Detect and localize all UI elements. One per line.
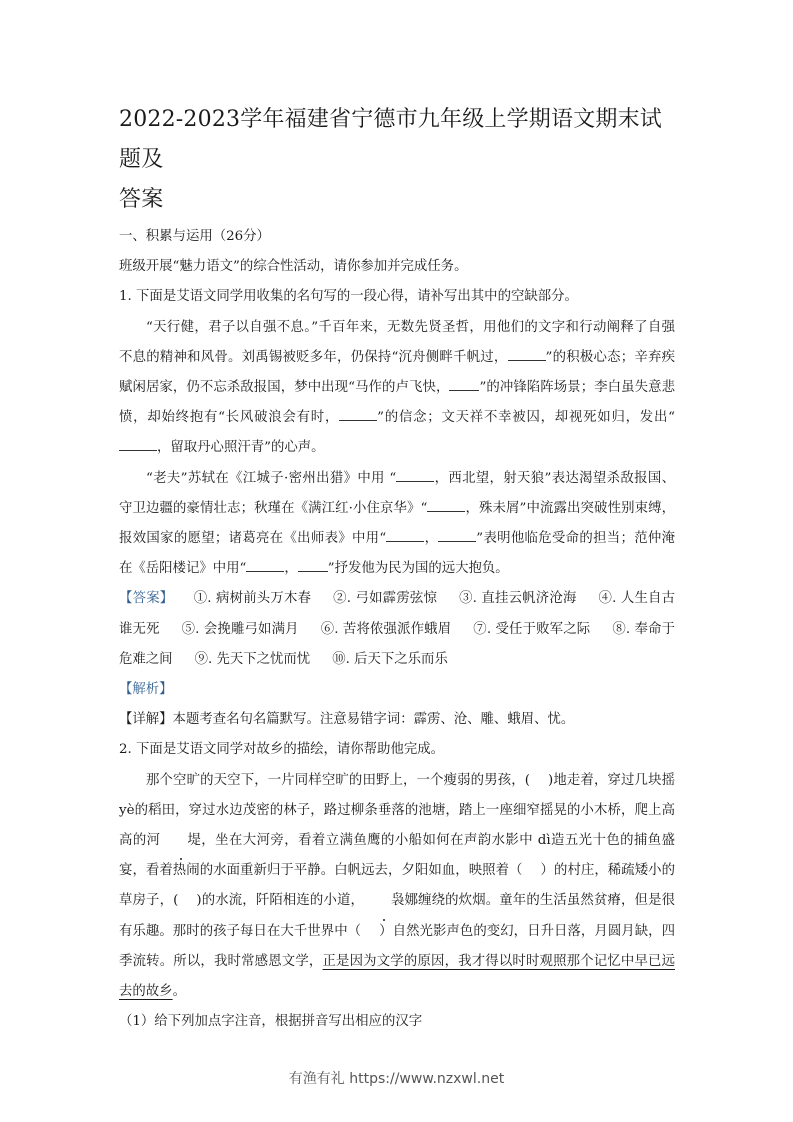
answer-item: ④. 人生自古谁无死 — [119, 591, 676, 637]
text-segment: ”表明他临危受命的担当；范仲淹在《岳阳楼记》中用“ — [119, 531, 675, 577]
answer-item: ⑥. 苦将侬强派作蛾眉 — [320, 621, 452, 637]
answer-block — [119, 584, 675, 675]
fill-blank — [508, 347, 546, 361]
text-segment: ，殊未屑”中流露出突破性别束缚，报效国家的愿望；诸葛亮在《出师表》中用“ — [119, 500, 675, 547]
fill-blank — [438, 528, 476, 542]
answer-item: ⑤. 会挽雕弓如满月 — [181, 621, 299, 637]
underlined-sentence: 正是因为文学的原因，我才得以时时观照那个记忆中早已远去的故乡 — [119, 953, 676, 1000]
title-line-1: 2022-2023学年福建省宁德市九年级上学期语文期末试题及 — [119, 107, 663, 172]
text-segment: ”的冲锋陷阵场景；李白虽失意悲愤，却始终抱有“长风破浪会有时， — [119, 380, 675, 426]
dotted-character: 堤 — [160, 826, 200, 856]
question-1-stem: 1. 下面是艾语文同学用收集的名句写的一段心得，请补写出其中的空缺部分。 — [119, 289, 578, 305]
text-segment: ）自然光影声色的变幻，日升日落，月圆月缺，四季流转。所以，我时常感恩文学， — [119, 923, 676, 969]
sub-question-1: （1）给下列加点字注音，根据拼音写出相应的汉字 — [119, 1014, 423, 1030]
text-segment: )的水流，阡陌相连的小道， — [196, 893, 365, 909]
text-segment: 娜缠绕的炊烟。童年的生活虽然贫瘠，但是很有乐趣。那时的孩子每日在大千世界中（ — [119, 893, 675, 939]
analysis-tag: 【解析】 — [119, 682, 173, 698]
text-segment: “天行健，君子以自强不息。”千百年来，无数先贤圣哲，用他们的文字和行动阐释了自强不息的精神和风骨。刘禹锡被贬多年，仍保持“沉舟侧畔千帆过， — [119, 319, 675, 365]
answer-item: ⑩. 后天下之乐而乐 — [332, 651, 448, 667]
text-segment: 。 — [172, 984, 186, 1000]
fill-blank — [386, 528, 424, 542]
activity-intro: 班级开展“魅力语文”的综合性活动，请你参加并完成任务。 — [119, 259, 468, 275]
text-segment: ”的信念；文天祥不幸被囚，却视死如归，发出“ — [377, 410, 675, 426]
question-1-paragraph-2 — [119, 464, 675, 585]
fill-blank — [427, 498, 465, 512]
text-segment: ）的村庄，稀疏矮小的草房子，( — [119, 863, 675, 909]
text-segment: ，留取丹心照汗青”的心声。 — [157, 440, 325, 456]
question-1-paragraph-1 — [119, 313, 675, 464]
text-segment: 那个空旷的天空下，一片同样空旷的田野上，一个瘦弱的男孩，( — [146, 772, 531, 788]
dotted-character: 袅 — [364, 886, 404, 916]
answer-item: ⑧. 奉命于危难之间 — [119, 621, 676, 667]
text-segment: “老夫”苏轼在《江城子·密州出猎》中用 “ — [146, 470, 397, 486]
answer-item: ②. 弓如霹雳弦惊 — [333, 591, 438, 607]
fill-blank — [246, 558, 284, 572]
title-line-2: 答案 — [119, 187, 164, 212]
fill-blank — [298, 558, 328, 572]
text-segment: ，西北望，射天狼”表达渴望杀敌报国、守卫边疆的豪情壮志；秋瑾在《满江红·小住京华》“ — [119, 470, 675, 516]
answer-item: ①. 病树前头万木春 — [193, 591, 312, 607]
answer-item: ⑨. 先天下之忧而忧 — [194, 651, 311, 667]
detail-explanation: 【详解】本题考查名句名篇默写。注意易错字词：霹雳、沧、雕、蛾眉、忧。 — [119, 712, 575, 728]
fill-blank — [119, 437, 157, 451]
answer-item: ③. 直挂云帆济沧海 — [459, 591, 577, 607]
question-2-passage — [119, 766, 675, 1008]
section-heading: 一、积累与运用（26分） — [119, 229, 270, 244]
fill-blank — [449, 377, 479, 391]
text-segment: ，坐在大河旁，看着立满鱼鹰的小船如何在声韵水影中 dì造五光十色的捕鱼盛宴，看着热闹的水面重新归于平静。白帆远去，夕阳如血，映照着（ — [119, 833, 676, 879]
text-segment: ， — [424, 531, 439, 547]
answer-item: ⑦. 受任于败军之际 — [473, 621, 591, 637]
watermark-footer: 有渔有礼 https://www.nzxwl.net — [288, 1071, 505, 1087]
text-segment: )地走着，穿过几块摇 yè的稻田，穿过水边茂密的林子，路过柳条垂落的池塘，踏上一座细窄摇晃的小木桥，爬上高高的河 — [119, 772, 675, 849]
text-segment: ， — [284, 561, 298, 577]
answer-tag: 【答案】 — [119, 591, 174, 607]
fill-blank — [396, 468, 434, 482]
text-segment: ”的积极心态；辛弃疾赋闲居家，仍不忘杀敌报国，梦中出现“马作的卢飞快， — [119, 349, 675, 396]
text-segment: ”抒发他为民为国的远大抱负。 — [327, 561, 509, 577]
question-2-stem: 2. 下面是艾语文同学对故乡的描绘，请你帮助他完成。 — [119, 742, 445, 758]
document-title — [119, 100, 675, 220]
exam-document — [119, 100, 675, 1037]
fill-blank — [339, 407, 377, 421]
